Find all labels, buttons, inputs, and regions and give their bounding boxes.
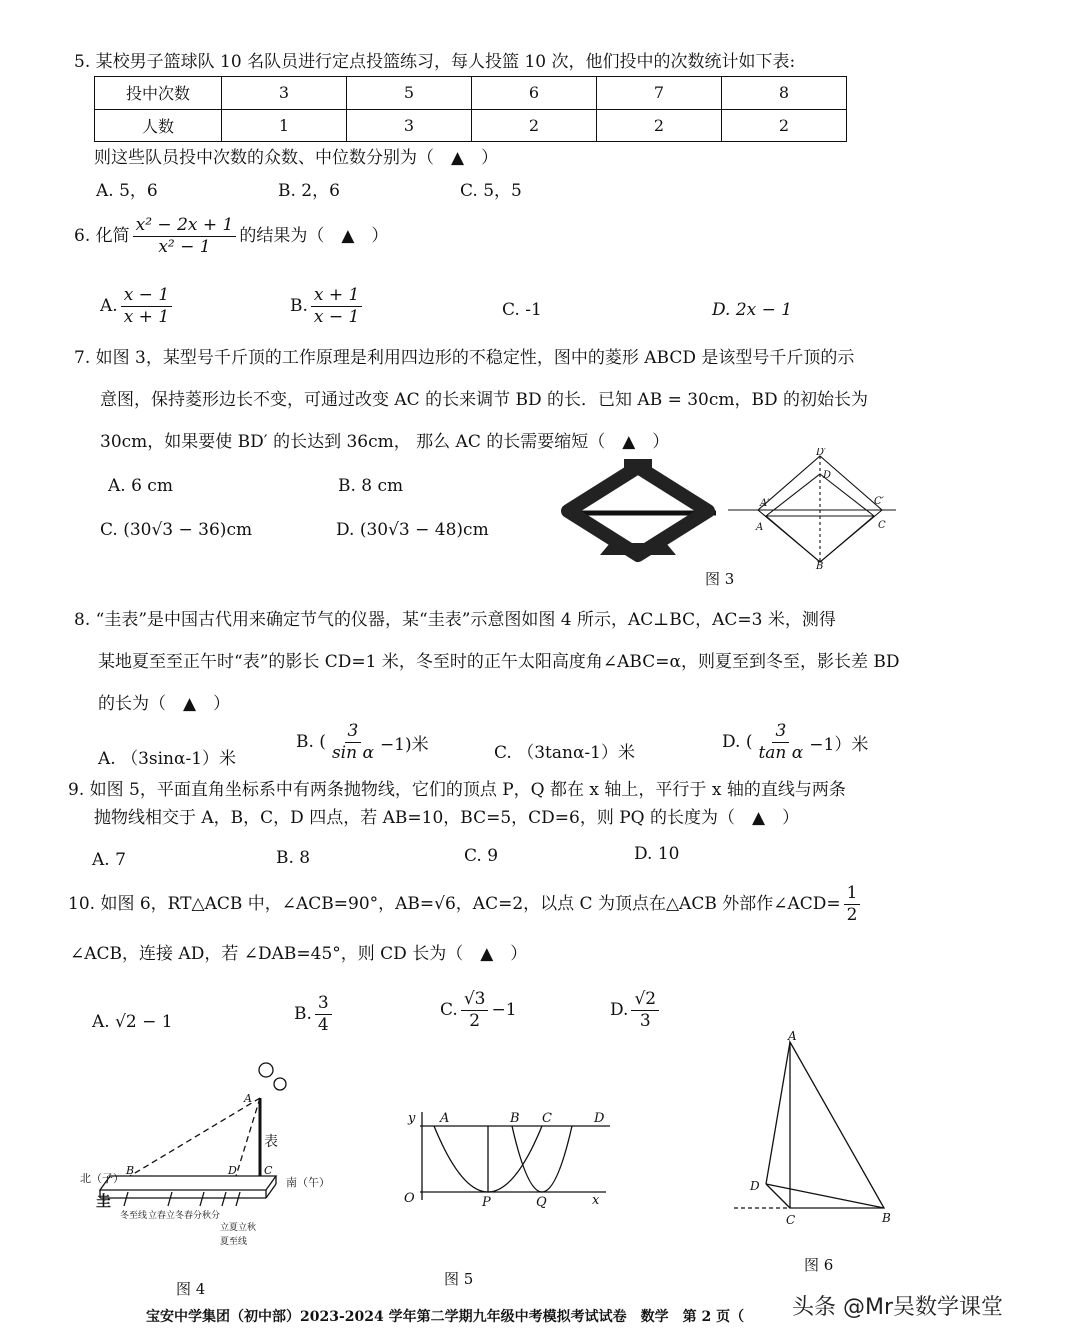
q6-prefix: 6. 化简 — [74, 225, 130, 246]
frac-num: 3 — [772, 722, 789, 743]
q5-ask: 则这些队员投中次数的众数、中位数分别为（ ▲ ） — [94, 148, 499, 168]
jack-illustration — [560, 455, 720, 565]
biao-label: 表 — [264, 1134, 278, 1150]
watermark: 头条 @Mr吴数学课堂 — [792, 1295, 1004, 1320]
label-p: P — [482, 1195, 491, 1208]
frac-num: √2 — [631, 990, 659, 1011]
option-label: A. — [100, 296, 118, 317]
q9-option-b: B. 8 — [276, 848, 311, 868]
label-b: B — [126, 1164, 135, 1177]
q10-option-b — [294, 994, 335, 1034]
frac-den: 2 — [846, 904, 858, 925]
q10-text: 10. 如图 6，RT△ACB 中，∠ACB=90°，AB=√6，AC=2，以点 C 为顶点在△ACB 外部作∠ACD= — [68, 893, 841, 914]
q5-stem: 5. 某校男子篮球队 10 名队员进行定点投篮练习，每人投篮 10 次，他们投中的次数统计如下表: — [74, 52, 796, 72]
frac-den: 3 — [639, 1010, 651, 1031]
label-a: A — [756, 522, 764, 533]
table-row — [95, 77, 847, 110]
q9-option-c: C. 9 — [464, 846, 499, 866]
q8-line3: 的长为（ ▲ ） — [98, 694, 231, 714]
term-label: 夏至线 — [220, 1237, 248, 1247]
table-cell: 1 — [222, 109, 347, 142]
fraction — [461, 990, 489, 1030]
q7-option-b: B. 8 cm — [338, 476, 404, 496]
fraction — [755, 722, 806, 762]
option-label: B. — [290, 296, 308, 317]
north-label: 北（子） — [80, 1172, 124, 1185]
label-d: D — [228, 1164, 237, 1177]
q6-option-c: C. -1 — [502, 300, 542, 320]
gui-label: 圭 — [96, 1192, 112, 1210]
fraction — [315, 994, 332, 1034]
table-cell: 2 — [597, 109, 722, 142]
label-a-prime: A′ — [760, 498, 770, 509]
table-cell: 2 — [722, 109, 847, 142]
frac-den: sin α — [331, 742, 374, 763]
q10-option-c — [440, 990, 517, 1030]
sun-icon — [274, 1078, 286, 1090]
term-label: 冬至线 — [120, 1211, 148, 1221]
rhombus-diagram — [728, 448, 898, 570]
q9-option-a: A. 7 — [92, 850, 126, 870]
q8-option-b — [296, 722, 429, 762]
q5-option-a: A. 5，6 — [96, 181, 158, 201]
q8-line1: 8. “圭表”是中国古代用来确定节气的仪器，某“圭表”示意图如图 4 所示，AC⊥BC，AC=3 米，测得 — [74, 610, 836, 630]
frac-num: x + 1 — [311, 286, 362, 307]
label-b: B — [816, 561, 824, 570]
label-c: C — [878, 520, 886, 531]
fig3-caption: 图 3 — [705, 570, 735, 588]
label-c-prime: C′ — [874, 496, 884, 507]
label-x: x — [592, 1193, 600, 1208]
label-b: B — [510, 1111, 520, 1126]
table-cell: 投中次数 — [95, 77, 222, 110]
q7-line2: 意图，保持菱形边长不变，可通过改变 AC 的长来调节 BD 的长．已知 AB = 30cm，BD 的初始长为 — [100, 390, 869, 410]
table-cell: 7 — [597, 77, 722, 110]
q8-option-d — [722, 722, 868, 762]
q6-option-a — [100, 286, 175, 326]
frac-num: x − 1 — [121, 286, 172, 307]
q7-option-a: A. 6 cm — [108, 476, 173, 496]
frac-den: x − 1 — [313, 306, 360, 327]
label-b: B — [882, 1211, 891, 1225]
q5-option-b: B. 2，6 — [278, 181, 340, 201]
table-cell: 8 — [722, 77, 847, 110]
option-tail: −1 — [491, 1000, 517, 1021]
q9-line1: 9. 如图 5，平面直角坐标系中有两条抛物线，它们的顶点 P，Q 都在 x 轴上，平行于 x 轴的直线与两条 — [68, 780, 846, 800]
q10-option-d — [610, 990, 662, 1030]
q6-frac-num: x² − 2x + 1 — [133, 216, 237, 237]
label-a: A — [244, 1092, 252, 1105]
table-cell: 3 — [222, 77, 347, 110]
label-d: D — [594, 1111, 605, 1126]
q10-line1 — [68, 884, 863, 924]
table-cell: 2 — [472, 109, 597, 142]
q9-line2: 抛物线相交于 A，B，C，D 四点，若 AB=10，BC=5，CD=6，则 PQ 的长度为（ ▲ ） — [94, 808, 800, 828]
frac-den: 2 — [469, 1010, 481, 1031]
fraction — [329, 722, 377, 762]
option-tail: −1）米 — [809, 734, 869, 755]
q8-option-c: C. （3tanα-1）米 — [494, 743, 635, 763]
table-cell: 6 — [472, 77, 597, 110]
option-label: D. — [610, 1000, 629, 1021]
fraction — [311, 286, 362, 326]
sun-icon — [259, 1063, 273, 1077]
frac-den: 4 — [317, 1014, 329, 1035]
frac-num: 3 — [345, 722, 362, 743]
q6-fraction — [133, 216, 237, 256]
label-c: C — [786, 1213, 796, 1227]
label-y: y — [408, 1111, 416, 1126]
page-footer: 宝安中学集团（初中部）2023-2024 学年第二学期九年级中考模拟考试试卷 数学 第 2 页（ — [146, 1309, 745, 1325]
frac-den: x + 1 — [123, 306, 170, 327]
option-label: B. — [294, 1004, 312, 1025]
q7-line3: 30cm，如果要使 BD′ 的长达到 36cm， 那么 AC 的长需要缩短（ ▲ ） — [100, 432, 670, 452]
option-label: C. — [440, 1000, 458, 1021]
q9-option-d: D. 10 — [634, 844, 680, 864]
option-label: B. ( — [296, 732, 326, 753]
fig5-caption: 图 5 — [444, 1270, 474, 1288]
q8-option-a: A. （3sinα-1）米 — [98, 749, 237, 769]
q7-option-c: C. (30√3 − 36)cm — [100, 520, 253, 540]
label-a: A — [788, 1030, 797, 1043]
option-label: D. ( — [722, 732, 753, 753]
q8-line2: 某地夏至至正午时“表”的影长 CD=1 米，冬至时的正午太阳高度角∠ABC=α，则夏至到冬至，影长差 BD — [98, 652, 900, 672]
label-d: D — [750, 1179, 760, 1193]
table-cell: 人数 — [95, 109, 222, 142]
q6-suffix: 的结果为（ ▲ ） — [239, 225, 389, 246]
fraction — [631, 990, 659, 1030]
label-q: Q — [536, 1195, 547, 1208]
frac-num: √3 — [461, 990, 489, 1011]
q6-option-b — [290, 286, 365, 326]
term-label: 春分秋分 — [184, 1211, 221, 1221]
fig6-caption: 图 6 — [804, 1256, 834, 1274]
gnomon-diagram — [80, 1058, 340, 1258]
table-cell: 3 — [347, 109, 472, 142]
label-o: O — [404, 1191, 415, 1206]
half-fraction — [844, 884, 861, 924]
term-label: 立夏立秋 — [220, 1223, 257, 1233]
fig4-caption: 图 4 — [176, 1280, 206, 1298]
q10-line2: ∠ACB，连接 AD，若 ∠DAB=45°，则 CD 长为（ ▲ ） — [70, 944, 528, 964]
table-cell: 5 — [347, 77, 472, 110]
term-label: 立春立冬 — [148, 1211, 185, 1221]
option-tail: −1)米 — [379, 734, 429, 755]
frac-num: 1 — [844, 884, 861, 905]
stats-table — [94, 76, 847, 142]
q6-stem — [74, 216, 388, 256]
q6-frac-den: x² − 1 — [158, 236, 211, 257]
label-d: D — [823, 470, 832, 481]
frac-num: 3 — [315, 994, 332, 1015]
q7-option-d: D. (30√3 − 48)cm — [336, 520, 489, 540]
q6-option-d: D. 2x − 1 — [712, 300, 793, 320]
frac-den: tan α — [758, 742, 804, 763]
q10-option-a: A. √2 − 1 — [92, 1012, 173, 1032]
south-label: 南（午） — [286, 1176, 330, 1189]
label-a: A — [440, 1111, 450, 1126]
table-row — [95, 109, 847, 142]
parabola-diagram — [400, 1108, 614, 1208]
triangle-diagram — [730, 1030, 900, 1230]
q5-option-c: C. 5，5 — [460, 181, 522, 201]
label-d-prime: D′ — [816, 448, 827, 458]
q7-line1: 7. 如图 3，某型号千斤顶的工作原理是利用四边形的不稳定性，图中的菱形 ABCD 是该型号千斤顶的示 — [74, 348, 855, 368]
fraction — [121, 286, 172, 326]
label-c: C — [542, 1111, 552, 1126]
label-c: C — [264, 1164, 273, 1177]
